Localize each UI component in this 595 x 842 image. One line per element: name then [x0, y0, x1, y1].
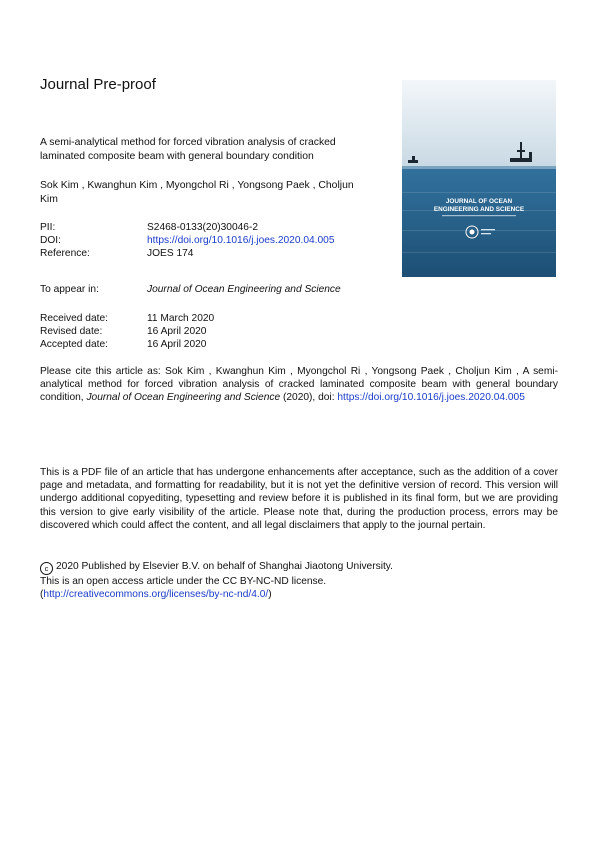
- citation-paragraph: [40, 365, 558, 405]
- accepted-date: 16 April 2020: [147, 339, 207, 350]
- accepted-label: Accepted date:: [40, 339, 108, 350]
- doi-link[interactable]: https://doi.org/10.1016/j.joes.2020.04.005: [147, 235, 335, 246]
- open-access-line: This is an open access article under the CC BY-NC-ND license.: [40, 576, 327, 587]
- license-url-open: (: [40, 589, 44, 601]
- pii-label: PII:: [40, 222, 56, 233]
- journal-pre-proof-label: Journal Pre-proof: [40, 76, 156, 93]
- journal-cover-image: [402, 80, 556, 277]
- received-label: Received date:: [40, 313, 108, 324]
- appear-label: To appear in:: [40, 284, 99, 295]
- cover-title-line2: ENGINEERING AND SCIENCE: [433, 206, 525, 213]
- revised-label: Revised date:: [40, 326, 103, 337]
- reference-label: Reference:: [40, 248, 90, 259]
- revised-date: 16 April 2020: [147, 326, 207, 337]
- copyright-line: [40, 560, 558, 575]
- cover-sky: [402, 80, 556, 167]
- license-url-line: [40, 588, 558, 601]
- citation-doi-link[interactable]: https://doi.org/10.1016/j.joes.2020.04.005: [337, 392, 525, 404]
- identifier-block: [40, 221, 370, 261]
- citation-year-doi: (2020), doi:: [280, 392, 335, 404]
- doi-label: DOI:: [40, 235, 61, 246]
- reference-value: JOES 174: [147, 248, 194, 259]
- pii-value: S2468-0133(20)30046-2: [147, 222, 259, 233]
- received-date: 11 March 2020: [147, 313, 215, 324]
- citation-journal: Journal of Ocean Engineering and Science: [86, 392, 281, 404]
- copyright-text: 2020 Published by Elsevier B.V. on behalf of Shanghai Jiaotong University.: [56, 561, 393, 572]
- copyright-icon: c: [40, 562, 53, 575]
- cover-title-line1: JOURNAL OF OCEAN: [445, 198, 513, 205]
- appear-journal: Journal of Ocean Engineering and Science: [147, 284, 341, 295]
- dates-block: [40, 312, 370, 352]
- pre-proof-notice: This is a PDF file of an article that has undergone enhancements after acceptance, such as the addition of a cover page and metadata, and formatting for readability, but it is not yet the definitive version of record. This version will undergo additional copyediting, typesetting and review before it is published in its final form, but we are providing this version to give early visibility of the article. Please note that, during the production process, errors may be discovered which could affect the content, and all legal disclaimers that apply to the journal pertain.: [40, 467, 558, 531]
- article-authors: Sok Kim , Kwanghun Kim , Myongchol Ri , Yongsong Paek , Choljun Kim: [40, 180, 354, 205]
- appear-block: [40, 283, 370, 297]
- license-url-close: ): [268, 589, 272, 601]
- license-url-link[interactable]: http://creativecommons.org/licenses/by-nc-nd/4.0/: [43, 589, 269, 601]
- citation-text: Please cite this article as: Sok Kim , Kwanghun Kim , Myongchol Ri , Yongsong Paek , Choljun Kim , A semi-analytical method for forced vibration analysis of cracked laminated composite beam with general boundary condition,: [40, 366, 558, 404]
- article-title: A semi-analytical method for forced vibration analysis of cracked laminated composite beam with general boundary condition: [40, 137, 336, 162]
- license-block: [40, 560, 558, 601]
